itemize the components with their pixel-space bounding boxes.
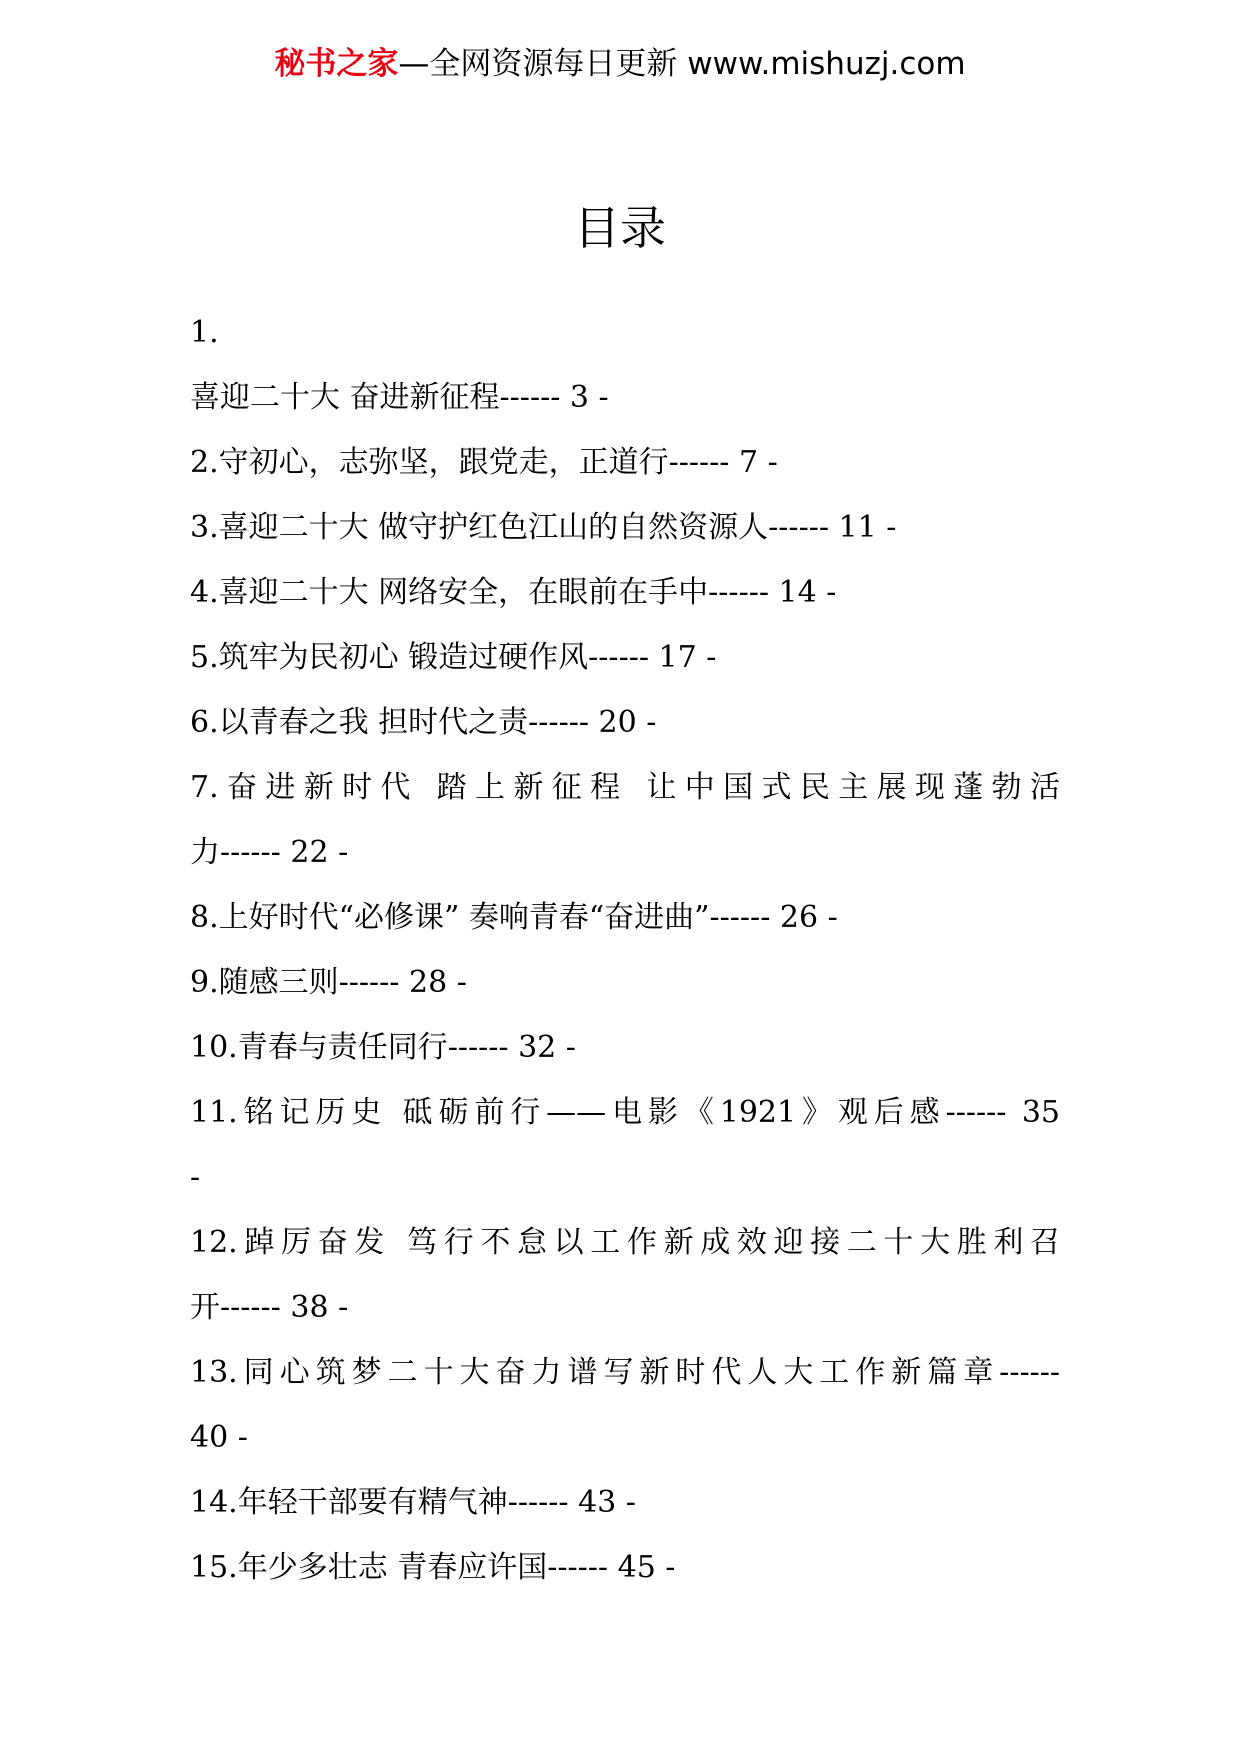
toc-line: 2.守初心，志弥坚，跟党走，正道行------ 7 - [190,445,778,480]
toc-line: 40 - [190,1420,248,1455]
toc-line: 11.铭记历史 砥砺前行——电影《1921》观后感------ 35 [190,1095,1060,1130]
toc-line: 9.随感三则------ 28 - [190,965,467,1000]
toc-line: 开------ 38 - [190,1290,349,1325]
page-title: 目录 [574,201,666,255]
table-of-contents [190,300,1060,1600]
toc-line: 力------ 22 - [190,835,349,870]
toc-line: 6.以青春之我 担时代之责------ 20 - [190,705,657,740]
toc-line: 8.上好时代“必修课” 奏响青春“奋进曲”------ 26 - [190,900,838,935]
toc-line: 喜迎二十大 奋进新征程------ 3 - [190,380,609,415]
toc-line: 1. [190,315,219,350]
toc-line: 14.年轻干部要有精气神------ 43 - [190,1485,636,1520]
toc-line: 7.奋进新时代 踏上新征程 让中国式民主展现蓬勃活 [190,770,1060,805]
toc-line: 3.喜迎二十大 做守护红色江山的自然资源人------ 11 - [190,510,897,545]
toc-line: - [190,1160,201,1195]
site-brand: 秘书之家 [274,46,399,82]
toc-line: 10.青春与责任同行------ 32 - [190,1030,576,1065]
toc-line: 12.踔厉奋发 笃行不怠以工作新成效迎接二十大胜利召 [190,1225,1060,1260]
toc-line: 5.筑牢为民初心 锻造过硬作风------ 17 - [190,640,717,675]
toc-line: 4.喜迎二十大 网络安全，在眼前在手中------ 14 - [190,575,837,610]
site-header [0,42,1240,86]
site-slogan: —全网资源每日更新 www.mishuzj.com [398,46,966,82]
toc-line: 15.年少多壮志 青春应许国------ 45 - [190,1550,676,1585]
toc-line: 13.同心筑梦二十大奋力谱写新时代人大工作新篇章------ [190,1355,1060,1390]
